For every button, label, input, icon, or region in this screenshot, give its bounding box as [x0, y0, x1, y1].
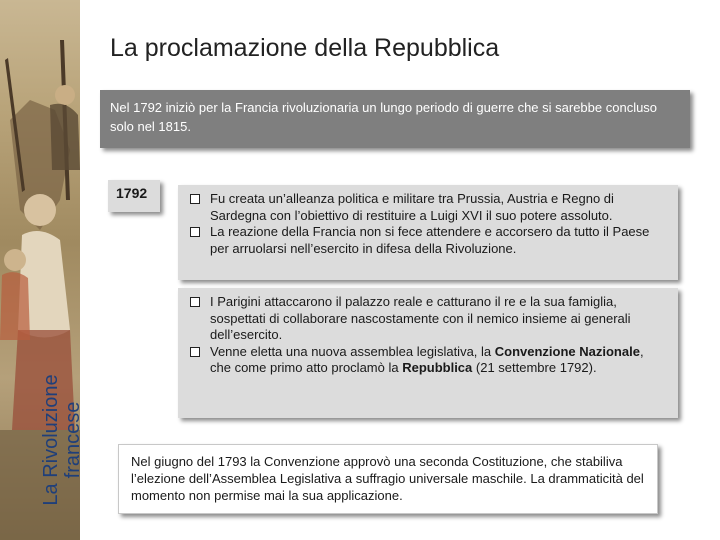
list-item: I Parigini attaccarono il palazzo reale e catturano il re e la sua famiglia, sospettati di collaborare nascostamente con il nemico insieme ai generali dell’esercito. [190, 294, 668, 344]
alliance-box [178, 185, 678, 280]
vertical-title [0, 0, 84, 540]
year-label: 1792 [108, 180, 160, 212]
constitution-box: Nel giugno del 1793 la Convenzione approvò una seconda Costituzione, che stabiliva l’elezione dell’Assemblea Legislativa a suffragio universale maschile. La drammaticità del momento non permise mai la sua applicazione. [118, 444, 658, 514]
list-item: La reazione della Francia non si fece attendere e accorsero da tutto il Paese per arruolarsi nell’esercito in difesa della Rivoluzione. [190, 224, 668, 257]
revolution-painting [0, 0, 84, 540]
vertical-title-line1: La Rivoluzione [40, 374, 62, 506]
list-item: Fu creata un’alleanza politica e militare tra Prussia, Austria e Regno di Sardegna con l’obiettivo di restituire a Luigi XVI il suo potere assoluto. [190, 191, 668, 224]
list-item: Venne eletta una nuova assemblea legislativa, la Convenzione Nazionale, che come primo atto proclamò la Repubblica (21 settembre 1792). [190, 344, 668, 377]
checkbox-bullet-icon [190, 194, 200, 204]
intro-box: Nel 1792 iniziò per la Francia rivoluzionaria un lungo periodo di guerre che si sarebbe concluso solo nel 1815. [100, 90, 690, 148]
checkbox-bullet-icon [190, 227, 200, 237]
convention-term: Convenzione Nazionale [494, 343, 640, 359]
checkbox-bullet-icon [190, 347, 200, 357]
page-title: La proclamazione della Repubblica [110, 34, 500, 62]
republic-term: Repubblica [402, 360, 473, 375]
vertical-title-line2: francese [62, 401, 84, 479]
checkbox-bullet-icon [190, 297, 200, 307]
republic-box [178, 288, 678, 418]
